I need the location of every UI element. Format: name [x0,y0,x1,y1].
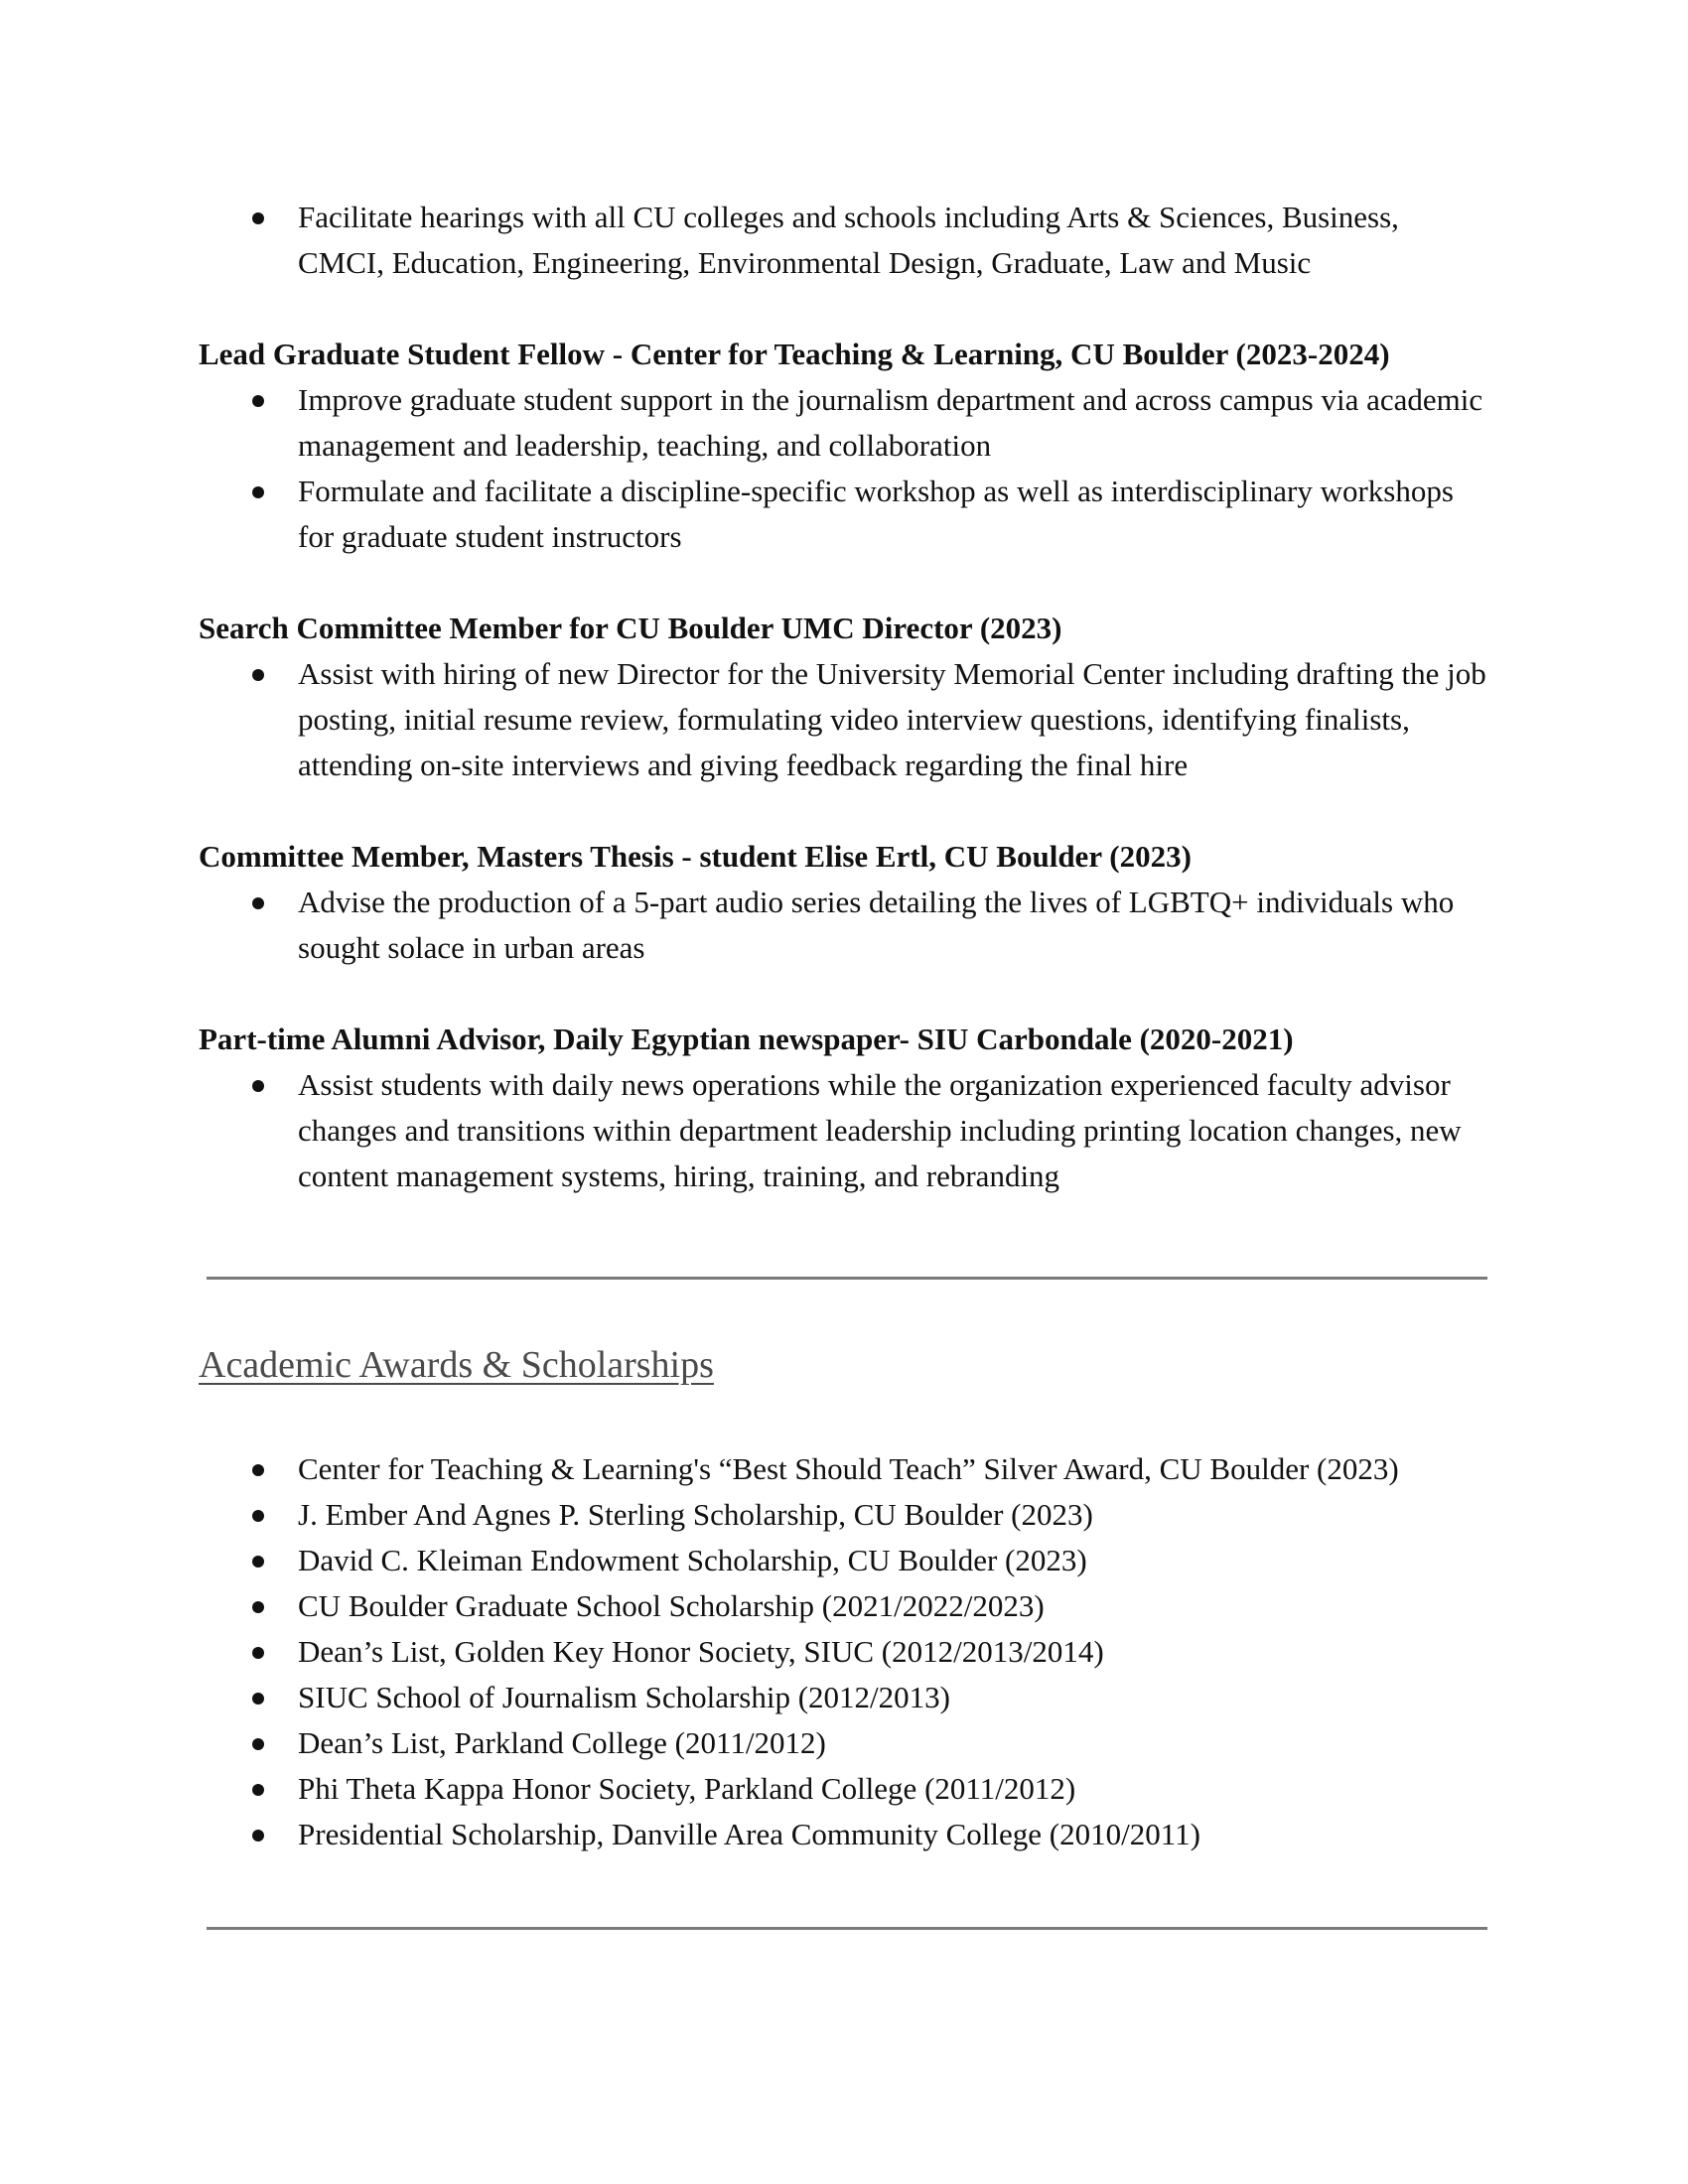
entry-search-committee [199,606,1489,788]
bullet-icon [252,1784,264,1796]
award-text: SIUC School of Journalism Scholarship (2012/2013) [298,1680,950,1714]
bullet-icon [252,669,264,681]
awards-section-heading: Academic Awards & Scholarships [199,1344,714,1386]
bullet-icon [252,1464,264,1476]
bullet-icon [252,1080,264,1092]
list-item [199,880,1489,971]
bullet-icon [252,1738,264,1750]
entry-thesis-committee [199,834,1489,971]
section-divider [207,1927,1487,1930]
bullet-icon [252,1510,264,1522]
bullet-text: Assist students with daily news operations while the organization experienced faculty advisor changes and transitions within department leadership including printing location changes, new content management systems, hiring, training, and rebranding [298,1067,1462,1193]
bullet-icon [252,1601,264,1613]
award-text: Center for Teaching & Learning's “Best Should Teach” Silver Award, CU Boulder (2023) [298,1451,1399,1486]
bullet-icon [252,486,264,498]
entry-title: Search Committee Member for CU Boulder UMC Director (2023) [199,611,1062,645]
award-text: Dean’s List, Parkland College (2011/2012) [298,1725,826,1760]
award-text: CU Boulder Graduate School Scholarship (2021/2022/2023) [298,1588,1045,1623]
list-item [199,1538,1489,1583]
entry-title: Committee Member, Masters Thesis - student Elise Ertl, CU Boulder (2023) [199,839,1192,874]
bullet-icon [252,1830,264,1842]
bullet-text: Improve graduate student support in the journalism department and across campus via academic management and leadership, teaching, and collaboration [298,382,1483,463]
entry-lead-graduate-fellow [199,332,1489,560]
awards-list [199,1446,1489,1857]
bullet-text: Formulate and facilitate a discipline-specific workshop as well as interdisciplinary workshops for graduate student instructors [298,474,1454,554]
list-item [199,1675,1489,1720]
bullet-list [199,880,1489,971]
bullet-icon [252,1693,264,1705]
resume-page [199,195,1489,1930]
award-text: Dean’s List, Golden Key Honor Society, SIUC (2012/2013/2014) [298,1634,1104,1669]
entry-title: Part-time Alumni Advisor, Daily Egyptian newspaper- SIU Carbondale (2020-2021) [199,1022,1294,1056]
bullet-icon [252,1647,264,1659]
section-divider [207,1277,1487,1280]
list-item [199,1492,1489,1538]
award-text: Presidential Scholarship, Danville Area Community College (2010/2011) [298,1817,1200,1851]
list-item [199,1812,1489,1857]
bullet-icon [252,395,264,407]
award-text: Phi Theta Kappa Honor Society, Parkland College (2011/2012) [298,1771,1076,1806]
entry-title: Lead Graduate Student Fellow - Center for Teaching & Learning, CU Boulder (2023-2024) [199,337,1390,371]
bullet-list [199,377,1489,560]
list-item [199,1446,1489,1492]
award-text: David C. Kleiman Endowment Scholarship, CU Boulder (2023) [298,1543,1087,1577]
list-item [199,469,1489,560]
bullet-text: Assist with hiring of new Director for the University Memorial Center including drafting the job posting, initial resume review, formulating video interview questions, identifying finalists, attending on-site interviews and giving feedback regarding the final hire [298,656,1486,782]
list-item [199,1720,1489,1766]
bullet-icon [252,212,264,224]
award-text: J. Ember And Agnes P. Sterling Scholarship, CU Boulder (2023) [298,1497,1093,1532]
bullet-icon [252,1556,264,1568]
entry-alumni-advisor [199,1017,1489,1199]
list-item [199,377,1489,469]
bullet-icon [252,897,264,909]
bullet-text: Advise the production of a 5-part audio series detailing the lives of LGBTQ+ individuals who sought solace in urban areas [298,885,1455,965]
list-item [199,1583,1489,1629]
bullet-list [199,195,1489,286]
bullet-list [199,651,1489,788]
bullet-text: Facilitate hearings with all CU colleges and schools including Arts & Sciences, Business, CMCI, Education, Engineering, Environmental Design, Graduate, Law and Music [298,200,1399,280]
list-item [199,1062,1489,1199]
list-item [199,651,1489,788]
list-item [199,195,1489,286]
continued-entry [199,195,1489,286]
list-item [199,1629,1489,1675]
bullet-list [199,1062,1489,1199]
list-item [199,1766,1489,1812]
